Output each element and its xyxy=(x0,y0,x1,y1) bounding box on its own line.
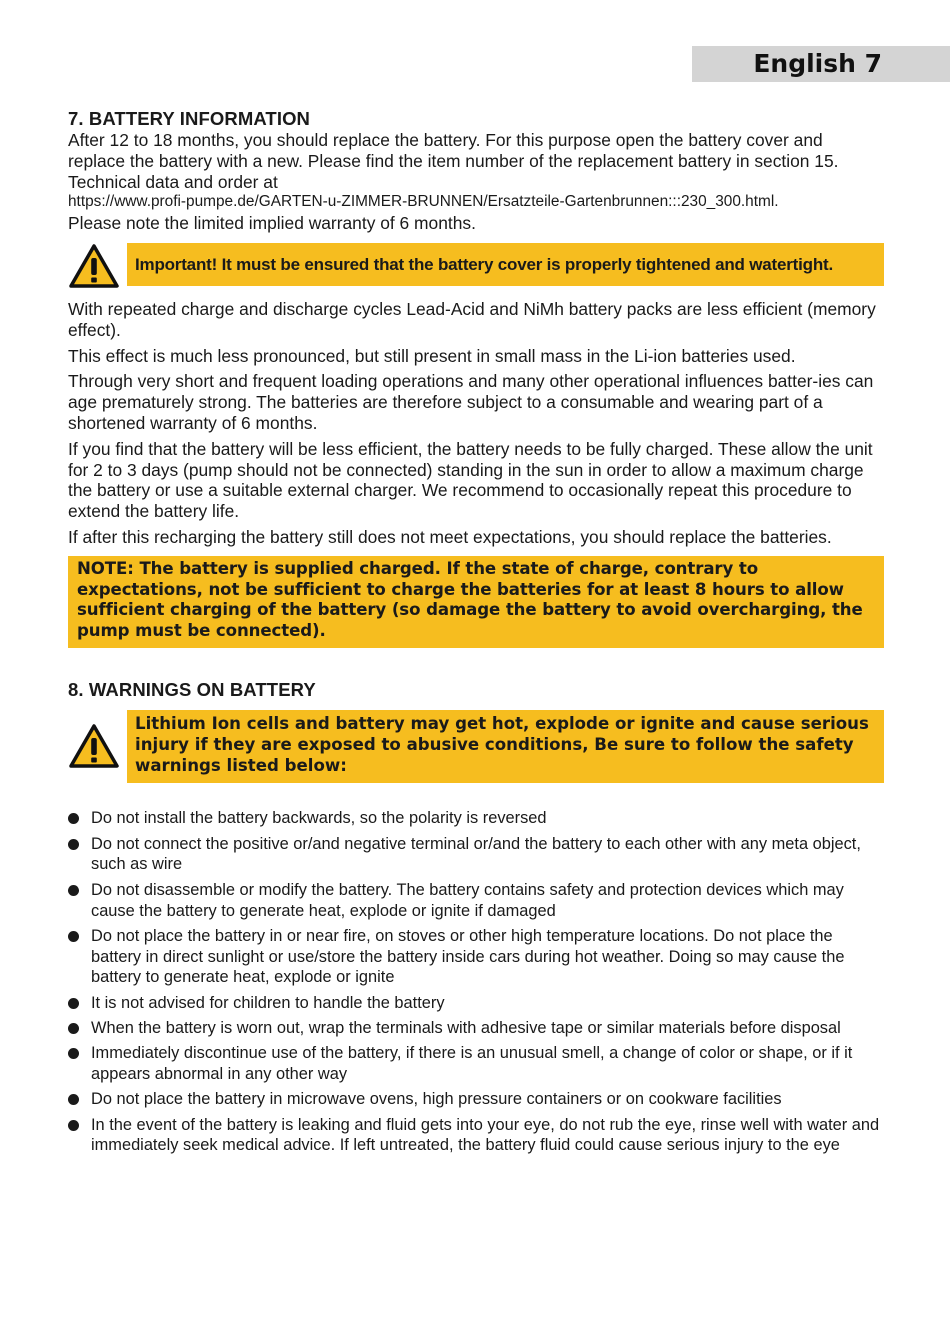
important-box: Important! It must be ensured that the battery cover is properly tightened and watertight. xyxy=(127,243,884,286)
list-item: Do not place the battery in microwave ovens, high pressure containers or on cookware facilities xyxy=(68,1089,884,1110)
list-item: Do not place the battery in or near fire, on stoves or other high temperature locations. Do not place the battery in direct sunlight or use/store the battery inside cars during hot weather. Doing so may cause the battery to generate heat, explode or ignite xyxy=(68,926,884,988)
page-content xyxy=(68,108,884,1161)
paragraph-charging: If you find that the battery will be less efficient, the battery needs to be fully charged. These allow the unit for 2 to 3 days (pump should not be connected) standing in the sun in order to allow a maximum charge the battery or use a suitable external charger. We recommend to occasionally repeat this procedure to extend the battery life. xyxy=(68,438,873,522)
warning-triangle-icon xyxy=(68,243,120,289)
section-title: 8. WARNINGS ON BATTERY xyxy=(68,678,316,700)
bullet-dot-icon xyxy=(68,998,79,1009)
list-item: It is not advised for children to handle the battery xyxy=(68,993,884,1014)
intro-paragraph xyxy=(68,130,884,234)
bullet-dot-icon xyxy=(68,1048,79,1059)
warning-triangle-icon xyxy=(68,723,120,769)
bullet-dot-icon xyxy=(68,931,79,942)
list-item: Do not disassemble or modify the battery. The battery contains safety and protection devices which may cause the battery to generate heat, explode or ignite if damaged xyxy=(68,880,884,922)
page-header-tab xyxy=(692,46,950,82)
bullet-dot-icon xyxy=(68,1120,79,1131)
section-warnings-on-battery xyxy=(68,679,884,1156)
bullet-dot-icon xyxy=(68,1023,79,1034)
replacement-url: https://www.profi-pumpe.de/GARTEN-u-ZIMMER-BRUNNEN/Ersatzteile-Gartenbrunnen:::230_300.html. xyxy=(68,193,779,211)
intro-text: After 12 to 18 months, you should replace the battery. For this purpose open the battery cover and replace the battery with a new. Please find the item number of the replacement battery in section 15. Technical data and order at xyxy=(68,130,839,192)
paragraph-memory-effect: With repeated charge and discharge cycles Lead-Acid and NiMh battery packs are less efficient (memory effect). xyxy=(68,298,876,340)
page-header-label: English 7 xyxy=(753,49,882,78)
warning-list xyxy=(68,808,884,1156)
paragraph-li-ion: This effect is much less pronounced, but still present in small mass in the Li-ion batteries used. xyxy=(68,345,796,366)
list-item: Do not install the battery backwards, so the polarity is reversed xyxy=(68,808,884,829)
section-battery-information xyxy=(68,108,884,648)
bullet-dot-icon xyxy=(68,839,79,850)
important-notice xyxy=(68,243,884,289)
list-item: Immediately discontinue use of the battery, if there is an unusual smell, a change of color or shape, or if it appears abnormal in any other way xyxy=(68,1043,884,1085)
bullet-dot-icon xyxy=(68,1094,79,1105)
paragraph-replace: If after this recharging the battery still does not meet expectations, you should replace the batteries. xyxy=(68,526,832,547)
lithium-warning xyxy=(68,710,884,783)
lithium-warning-box: Lithium Ion cells and battery may get hot, explode or ignite and cause serious injury if they are exposed to abusive conditions, Be sure to follow the safety warnings listed below: xyxy=(127,710,884,783)
list-item: When the battery is worn out, wrap the terminals with adhesive tape or similar materials before disposal xyxy=(68,1018,884,1039)
list-item: Do not connect the positive or/and negative terminal or/and the battery to each other with any meta object, such as wire xyxy=(68,834,884,876)
warranty-text: Please note the limited implied warranty of 6 months. xyxy=(68,213,476,234)
paragraph-aging: Through very short and frequent loading operations and many other operational influences batter-ies can age prematurely strong. The batteries are therefore subject to a consumable and wearing part of a shortened warranty of 6 months. xyxy=(68,371,874,433)
list-item: In the event of the battery is leaking and fluid gets into your eye, do not rub the eye, rinse well with water and immediately seek medical advice. If left untreated, the battery fluid could cause serious injury to the eye xyxy=(68,1115,884,1157)
bullet-dot-icon xyxy=(68,813,79,824)
section-title: 7. BATTERY INFORMATION xyxy=(68,108,311,129)
note-box: NOTE: The battery is supplied charged. If the state of charge, contrary to expectations, not be sufficient to charge the batteries for at least 8 hours to allow sufficient charging of the battery (so damage the battery to avoid overcharging, the pump must be connected). xyxy=(68,556,884,648)
bullet-dot-icon xyxy=(68,885,79,896)
